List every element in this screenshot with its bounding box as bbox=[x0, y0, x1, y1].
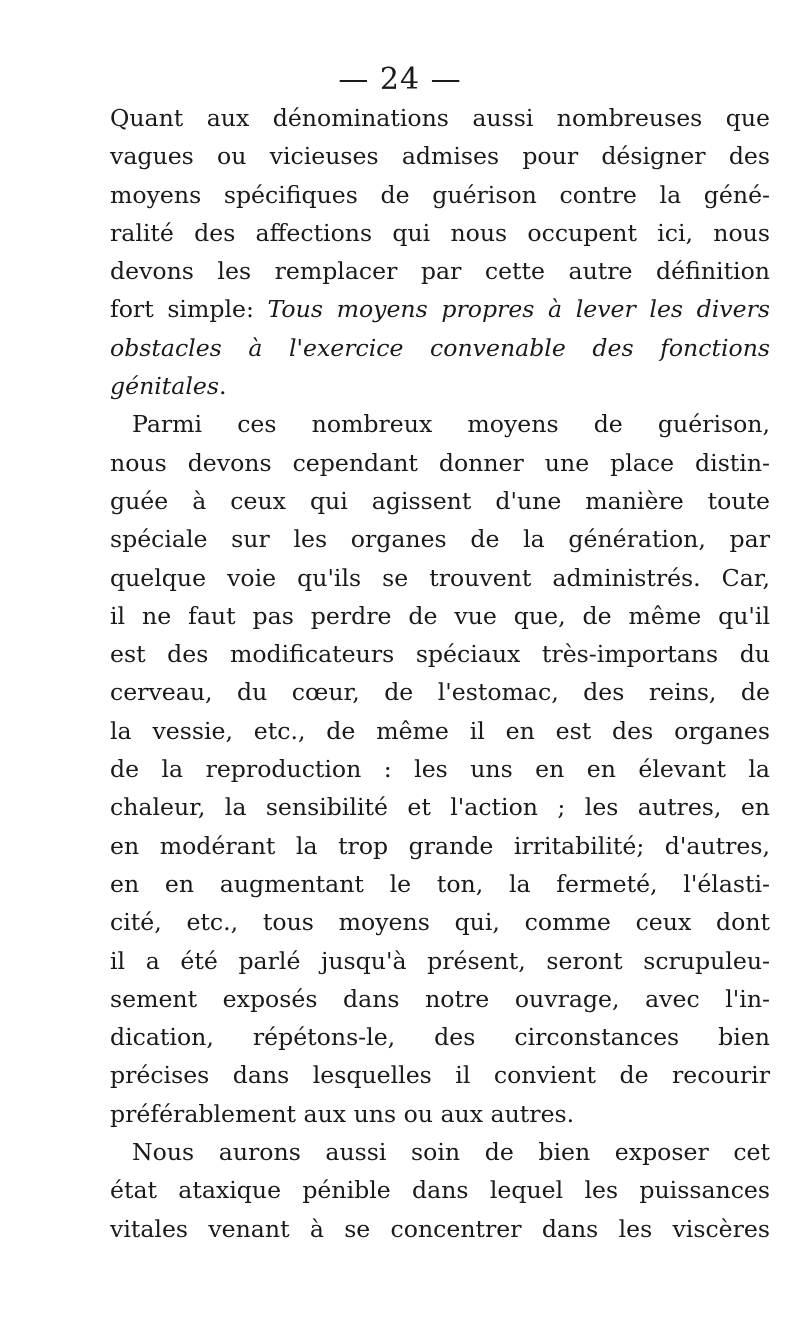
text-run: quelque voie qu'ils se trouvent administrés. Car, bbox=[110, 563, 770, 592]
text-line bbox=[110, 788, 770, 826]
italic-text: Tous moyens propres à lever les divers bbox=[267, 295, 770, 324]
text-run: de la reproduction : les uns en en élevant la bbox=[110, 755, 770, 784]
text-line bbox=[110, 329, 770, 367]
text-run: la vessie, etc., de même il en est des organes bbox=[110, 716, 770, 745]
text-line bbox=[110, 444, 770, 482]
text-line bbox=[110, 214, 770, 252]
text-line bbox=[110, 712, 770, 750]
text-line bbox=[110, 559, 770, 597]
text-run: il ne faut pas perdre de vue que, de même qu'il bbox=[110, 601, 770, 630]
italic-text: génitales bbox=[110, 372, 219, 401]
text-run: sement exposés dans notre ouvrage, avec l'in- bbox=[110, 984, 770, 1013]
text-run: dication, répétons-le, des circonstances bien bbox=[110, 1023, 770, 1052]
text-run: devons les remplacer par cette autre définition bbox=[110, 257, 770, 286]
text-line bbox=[110, 482, 770, 520]
text-line bbox=[110, 942, 770, 980]
text-line bbox=[110, 750, 770, 788]
text-line bbox=[110, 520, 770, 558]
text-line bbox=[110, 1210, 770, 1248]
text-run: Quant aux dénominations aussi nombreuses que bbox=[110, 104, 770, 132]
text-run: moyens spécifiques de guérison contre la géné- bbox=[110, 180, 770, 209]
text-run: chaleur, la sensibilité et l'action ; les autres, en bbox=[110, 793, 770, 822]
text-line bbox=[110, 137, 770, 175]
text-run: Nous aurons aussi soin de bien exposer cet bbox=[132, 1138, 770, 1167]
text-run: cité, etc., tous moyens qui, comme ceux dont bbox=[110, 908, 770, 937]
text-run: spéciale sur les organes de la génération, par bbox=[110, 525, 770, 554]
text-run: préférablement aux uns ou aux autres. bbox=[110, 1099, 575, 1128]
text-line bbox=[110, 827, 770, 865]
text-run: guée à ceux qui agissent d'une manière toute bbox=[110, 486, 770, 515]
text-line bbox=[110, 865, 770, 903]
text-line bbox=[110, 903, 770, 941]
italic-text: obstacles à l'exercice convenable des fonctions bbox=[110, 333, 770, 362]
text-run: précises dans lesquelles il convient de recourir bbox=[110, 1061, 770, 1090]
text-line bbox=[110, 1056, 770, 1094]
text-run: vagues ou vicieuses admises pour désigner des bbox=[110, 142, 770, 171]
text-line bbox=[110, 99, 770, 137]
text-line bbox=[110, 405, 770, 443]
text-run: . bbox=[218, 372, 227, 401]
text-line bbox=[110, 980, 770, 1018]
text-run: ralité des affections qui nous occupent ici, nous bbox=[110, 218, 770, 247]
body-text bbox=[110, 99, 770, 1248]
text-line bbox=[110, 1171, 770, 1209]
text-line bbox=[110, 597, 770, 635]
text-run: état ataxique pénible dans lequel les puissances bbox=[110, 1176, 770, 1205]
text-line bbox=[110, 1095, 770, 1133]
page-number: — 24 — bbox=[338, 62, 462, 97]
text-line bbox=[110, 176, 770, 214]
text-run: vitales venant à se concentrer dans les viscères bbox=[110, 1214, 770, 1243]
text-run: en en augmentant le ton, la fermeté, l'élasti- bbox=[110, 869, 770, 898]
text-line bbox=[110, 290, 770, 328]
text-line bbox=[110, 367, 770, 405]
text-run: fort simple: bbox=[110, 295, 268, 324]
text-run: cerveau, du cœur, de l'estomac, des reins, de bbox=[110, 678, 770, 707]
text-run: nous devons cependant donner une place distin- bbox=[110, 448, 770, 477]
text-run: en modérant la trop grande irritabilité; d'autres, bbox=[110, 831, 770, 860]
text-line bbox=[110, 635, 770, 673]
text-run: Parmi ces nombreux moyens de guérison, bbox=[132, 410, 770, 439]
text-line bbox=[110, 252, 770, 290]
text-line bbox=[110, 1133, 770, 1171]
text-run: est des modificateurs spéciaux très-importans du bbox=[110, 640, 770, 669]
text-line bbox=[110, 1018, 770, 1056]
text-run: il a été parlé jusqu'à présent, seront scrupuleu- bbox=[110, 946, 770, 975]
text-line bbox=[110, 673, 770, 711]
